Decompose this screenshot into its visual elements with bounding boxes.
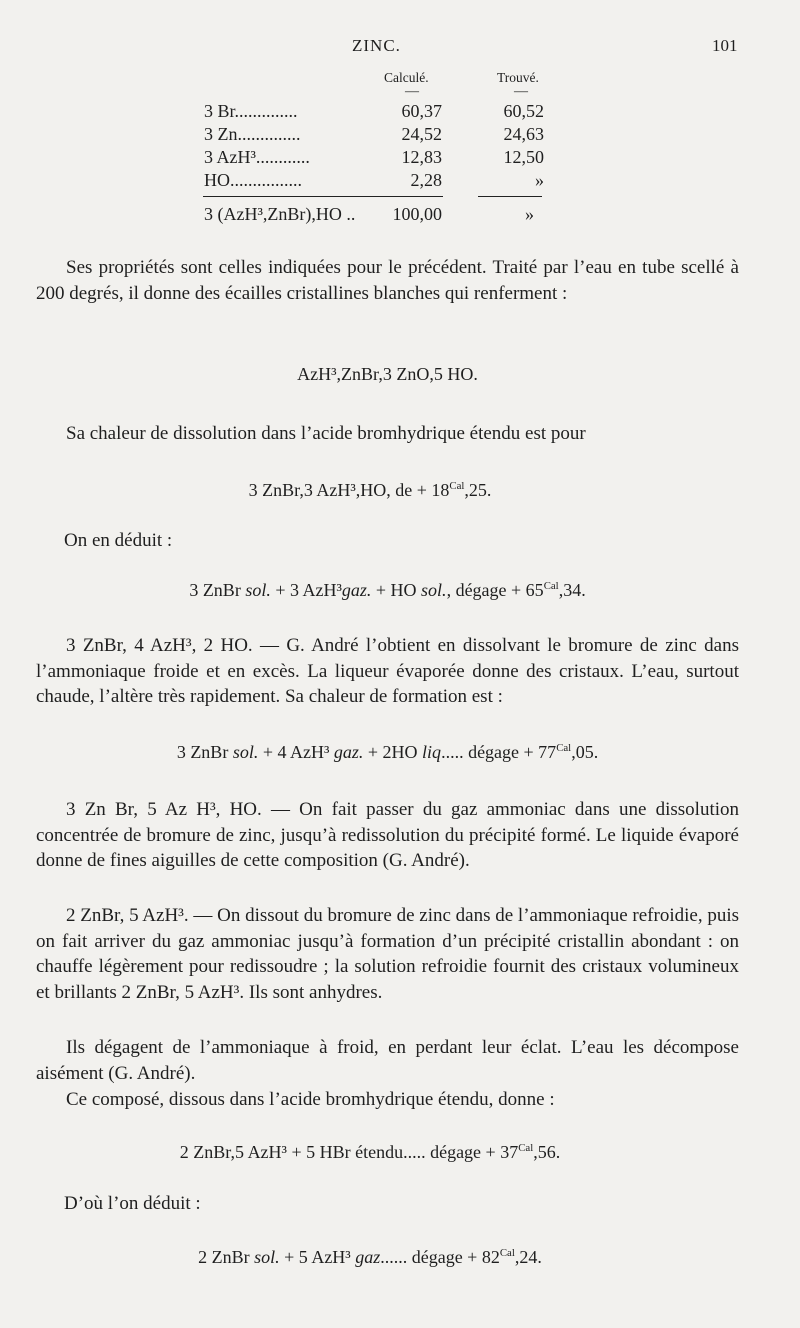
paragraph: 2 ZnBr, 5 AzH³. — On dissout du bromure de zinc dans de l’ammoniaque refroidie, puis on fait arriver du gaz ammoniac jusqu’à formation d’un précipité cristallin abondant : on chauffe légèrement pour redissoudre ; la solution refroidie fournit des cristaux volumineux et brillants 2 ZnBr, 5 AzH³. Ils sont anhydres. [36,905,739,1003]
calculated-value: 24,52 [401,124,442,144]
state-label: gaz. [341,580,372,600]
formula-text: ,25. [464,480,492,500]
column-dash-trouve: — [514,84,528,99]
sum-rule-calcule [203,196,443,197]
formula [36,742,739,763]
formula-text: 3 ZnBr [189,580,246,600]
page-number: 101 [712,36,738,55]
formula-text: , dégage + 65 [446,580,544,600]
formula-text: + 3 AzH³ [270,580,342,600]
unit-superscript: Cal [543,579,559,592]
table-row [0,147,800,171]
formula-text: 2 ZnBr [198,1247,255,1267]
formula-text: 3 ZnBr,3 AzH³,HO, de + 18 [248,480,450,500]
paragraph [64,530,172,552]
header-title: ZINC. [352,36,401,55]
formula-text: AzH³,ZnBr,3 ZnO,5 HO. [297,364,478,384]
element-label: HO................ [204,170,302,190]
state-label: sol. [421,580,447,600]
paragraph: Sa chaleur de dissolution dans l’acide bromhydrique étendu est pour [66,423,586,444]
unit-superscript: Cal [556,741,572,754]
table-total-row [0,204,800,228]
element-label: 3 Br.............. [204,101,298,121]
paragraph-text: D’où l’on déduit : [64,1193,201,1214]
formula-text: ,34. [558,580,586,600]
formula-text: + 5 AzH³ [279,1247,356,1267]
state-label: gaz. [333,742,364,762]
formula [36,580,739,601]
formula-text: ,24. [514,1247,542,1267]
paragraph [64,1193,201,1215]
element-label: 3 Zn.............. [204,124,301,144]
column-dash-calcule: — [405,84,419,99]
found-value: 24,63 [503,124,544,144]
found-value: » [535,170,544,190]
column-header-calcule: Calculé. [384,70,429,85]
formula-text: ,56. [533,1142,561,1162]
formula-text: + HO [371,580,422,600]
total-found: » [525,204,534,224]
formula [0,480,740,501]
unit-superscript: Cal [518,1141,534,1154]
column-header-trouve: Trouvé. [497,70,539,85]
formula-text: 2 ZnBr,5 AzH³ + 5 HBr étendu..... dégage + 37 [179,1142,519,1162]
state-label: liq [422,742,442,762]
formula [0,1247,740,1268]
formula [36,364,739,385]
formula-text: ,05. [571,742,599,762]
table-row [0,124,800,148]
state-label: sol. [245,580,271,600]
table-row [0,170,800,194]
found-value: 60,52 [503,101,544,121]
state-label: sol. [232,742,259,762]
unit-superscript: Cal [499,1246,515,1259]
formula-text: + 2HO [363,742,423,762]
formula-text: 3 ZnBr [176,742,233,762]
calculated-value: 2,28 [410,170,442,190]
element-label: 3 AzH³............ [204,147,310,167]
paragraph: Ce composé, dissous dans l’acide bromhydrique étendu, donne : [66,1089,555,1110]
paragraph-text: On en déduit : [64,530,173,551]
total-label: 3 (AzH³,ZnBr),HO .. [204,204,356,224]
paragraph: 3 Zn Br, 5 Az H³, HO. — On fait passer du gaz ammoniac dans une dissolution concentrée de bromure de zinc, jusqu’à redissolution du précipité formé. Le liquide évaporé donne de fines aiguilles de cette composition (G. André). [36,799,739,871]
state-label: sol. [254,1247,280,1267]
running-header [0,36,800,64]
formula-text: + 4 AzH³ [258,742,334,762]
paragraph: 3 ZnBr, 4 AzH³, 2 HO. — G. André l’obtient en dissolvant le bromure de zinc dans l’ammoniaque froide et en excès. La liqueur évaporée donne des cristaux. L’eau, surtout chaude, l’altère très rapidement. Sa chaleur de formation est : [36,635,739,707]
table-row [0,101,800,125]
unit-superscript: Cal [449,479,465,492]
paragraph: Ils dégagent de l’ammoniaque à froid, en perdant leur éclat. L’eau les décompose aisément (G. André). [36,1037,739,1084]
calculated-value: 60,37 [401,101,442,121]
calculated-value: 12,83 [401,147,442,167]
paragraph: Ses propriétés sont celles indiquées pour le précédent. Traité par l’eau en tube scellé à 200 degrés, il donne des écailles cristallines blanches qui renferment : [36,257,739,304]
formula [0,1142,740,1163]
sum-rule-trouve [478,196,542,197]
formula-text: ...... dégage + 82 [380,1247,500,1267]
found-value: 12,50 [503,147,544,167]
state-label: gaz [355,1247,381,1267]
total-calculated: 100,00 [392,204,442,224]
formula-text: ..... dégage + 77 [441,742,557,762]
